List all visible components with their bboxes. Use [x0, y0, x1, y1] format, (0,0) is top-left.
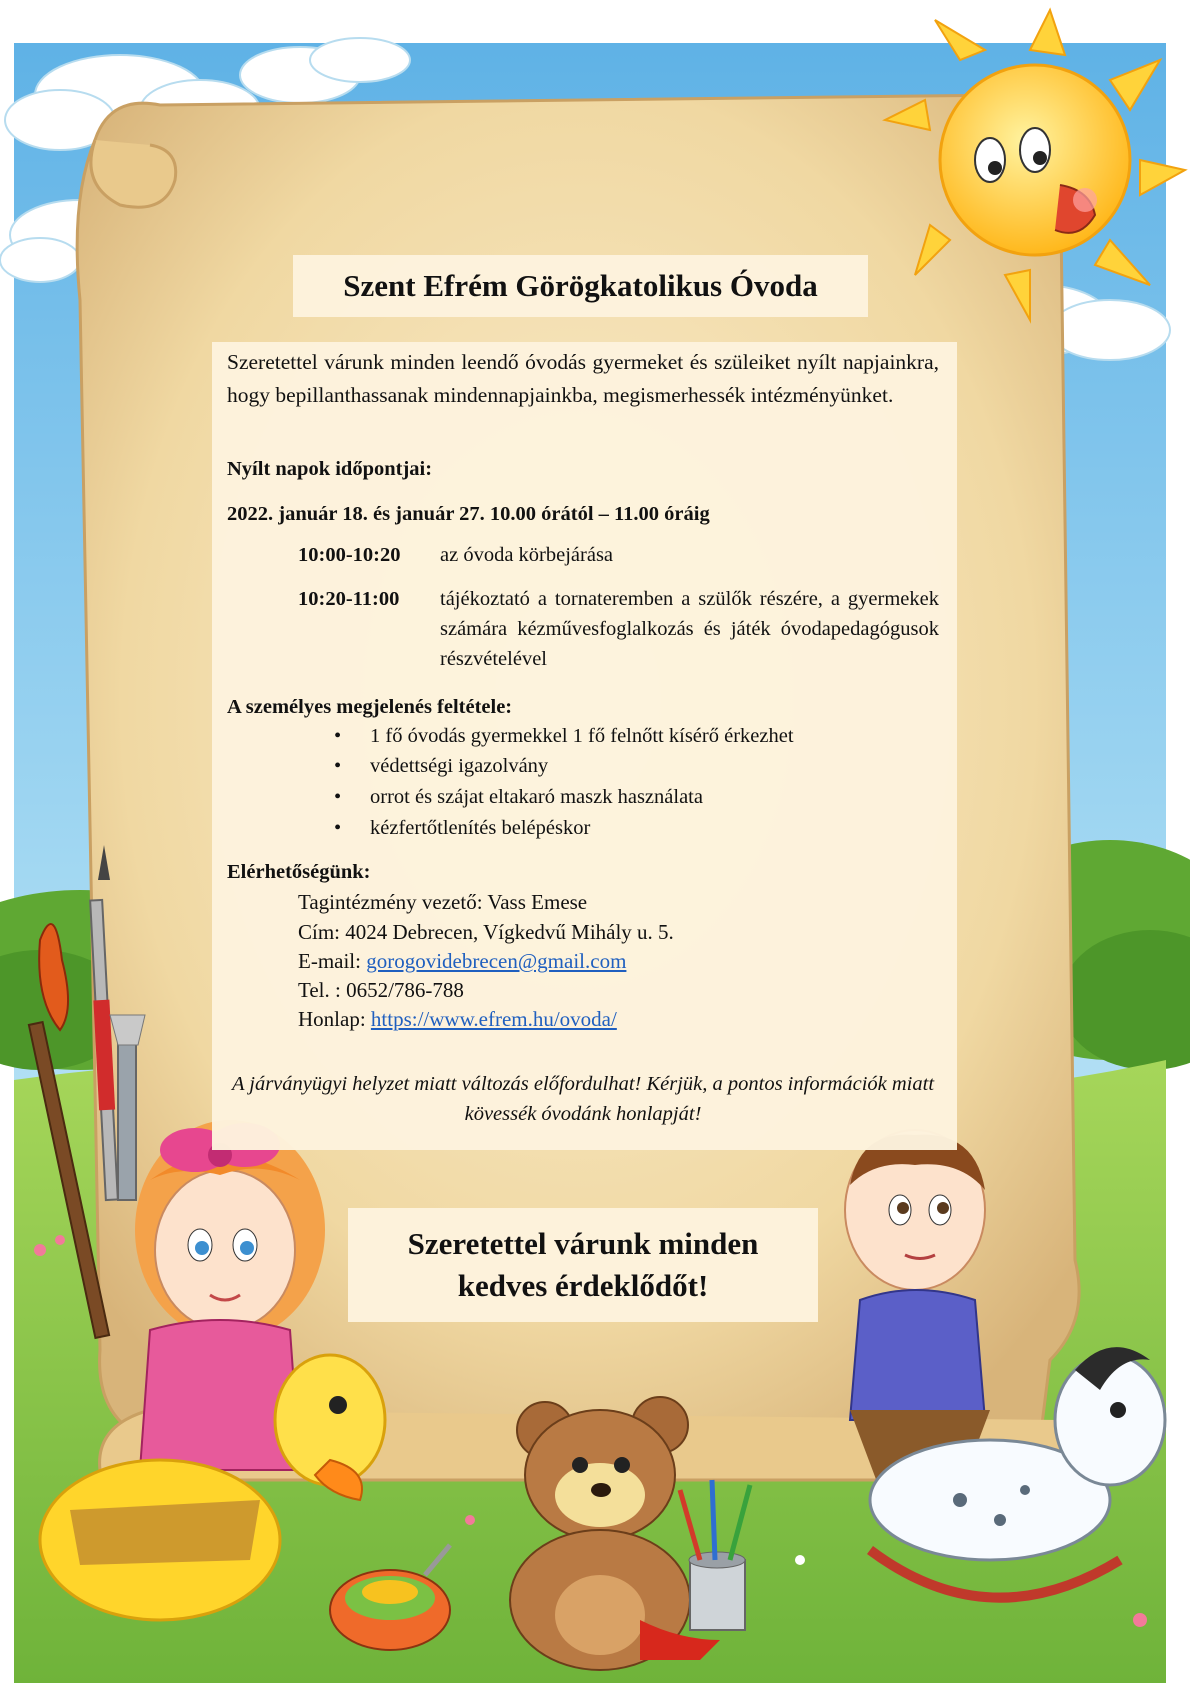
document-title: Szent Efrém Görögkatolikus Óvoda — [343, 268, 818, 303]
contact-email-line — [298, 946, 626, 976]
web-label: Honlap: — [298, 1007, 371, 1031]
bullet-icon: • — [334, 725, 342, 747]
contact-leader: Tagintézmény vezető: Vass Emese — [298, 890, 588, 914]
content-box: Szeretettel várunk minden leendő óvodás gyermeket és szüleiket nyílt napjainkra, hogy bepillanthassanak mindennapjainkba, megismerhessék intézményünket. Nyílt napok időpontjai: 2022. január 18. és január 27. 10.00 órától – 11.00 óráig 10:00-10:20 az óvoda körbejárása 10:20-11:00 tájékoztató a tornateremben a szülők részére, a gyermekek számára kézművesfoglalkozás és játék óvodapedagógusok részvételével A személyes megjelenés feltétele: • 1 fő óvodás gyermekkel 1 fő felnőtt kísérő érkezhet • védettségi igazolvány • orrot és szájat eltakaró maszk használata • kézfertőtlenítés belépéskor Elérhetőségünk: Tagintézmény vezető: Vass Emese Cím: 4024 Debrecen, Vígkedvű Mihály u. 5. E-mail: gorogovidebrecen@gmail.com Tel. : 0652/786-788 Honlap: https://www.efrem.hu/ovoda/ A járványügyi helyzet miatt változás előfordulhat! Kérjük, a pontos információk miatt kövessék óvodánk honlapját! — [212, 342, 957, 1150]
title-box — [293, 255, 868, 317]
schedule-activity-2: tájékoztató a tornateremben a szülők részére, a gyermekek számára kézművesfoglalkozás és játék óvodapedagógusok részvételével — [440, 588, 939, 670]
email-link[interactable]: gorogovidebrecen@gmail.com — [366, 949, 627, 973]
closing-box — [348, 1208, 818, 1322]
intro-paragraph: Szeretettel várunk minden leendő óvodás gyermeket és szüleiket nyílt napjainkra, hogy bepillanthassanak mindennapjainkba, megismerhessék intézményünket. — [227, 350, 939, 407]
email-label: E-mail: — [298, 949, 367, 973]
schedule-time-2: 10:20-11:00 — [298, 588, 400, 610]
schedule-time-1: 10:00-10:20 — [298, 544, 401, 566]
notice-text: A járványügyi helyzet miatt változás előfordulhat! Kérjük, a pontos információk miatt kövessék óvodánk honlapját! — [231, 1073, 935, 1125]
contact-heading: Elérhetőségünk: — [227, 861, 371, 883]
bullet-icon: • — [334, 786, 342, 808]
contact-phone: Tel. : 0652/786-788 — [298, 978, 464, 1002]
closing-message: Szeretettel várunk minden kedves érdeklődőt! — [407, 1226, 759, 1303]
schedule-activity-1: az óvoda körbejárása — [440, 544, 614, 566]
open-days-dates: 2022. január 18. és január 27. 10.00 órától – 11.00 óráig — [227, 503, 710, 525]
conditions-heading: A személyes megjelenés feltétele: — [227, 696, 513, 718]
website-link[interactable]: https://www.efrem.hu/ovoda/ — [370, 1007, 617, 1031]
contact-address: Cím: 4024 Debrecen, Vígkedvű Mihály u. 5. — [298, 920, 674, 944]
open-days-heading: Nyílt napok időpontjai: — [227, 458, 433, 480]
bullet-icon: • — [334, 817, 342, 839]
contact-web-line — [298, 1004, 617, 1034]
bullet-icon: • — [334, 755, 342, 777]
